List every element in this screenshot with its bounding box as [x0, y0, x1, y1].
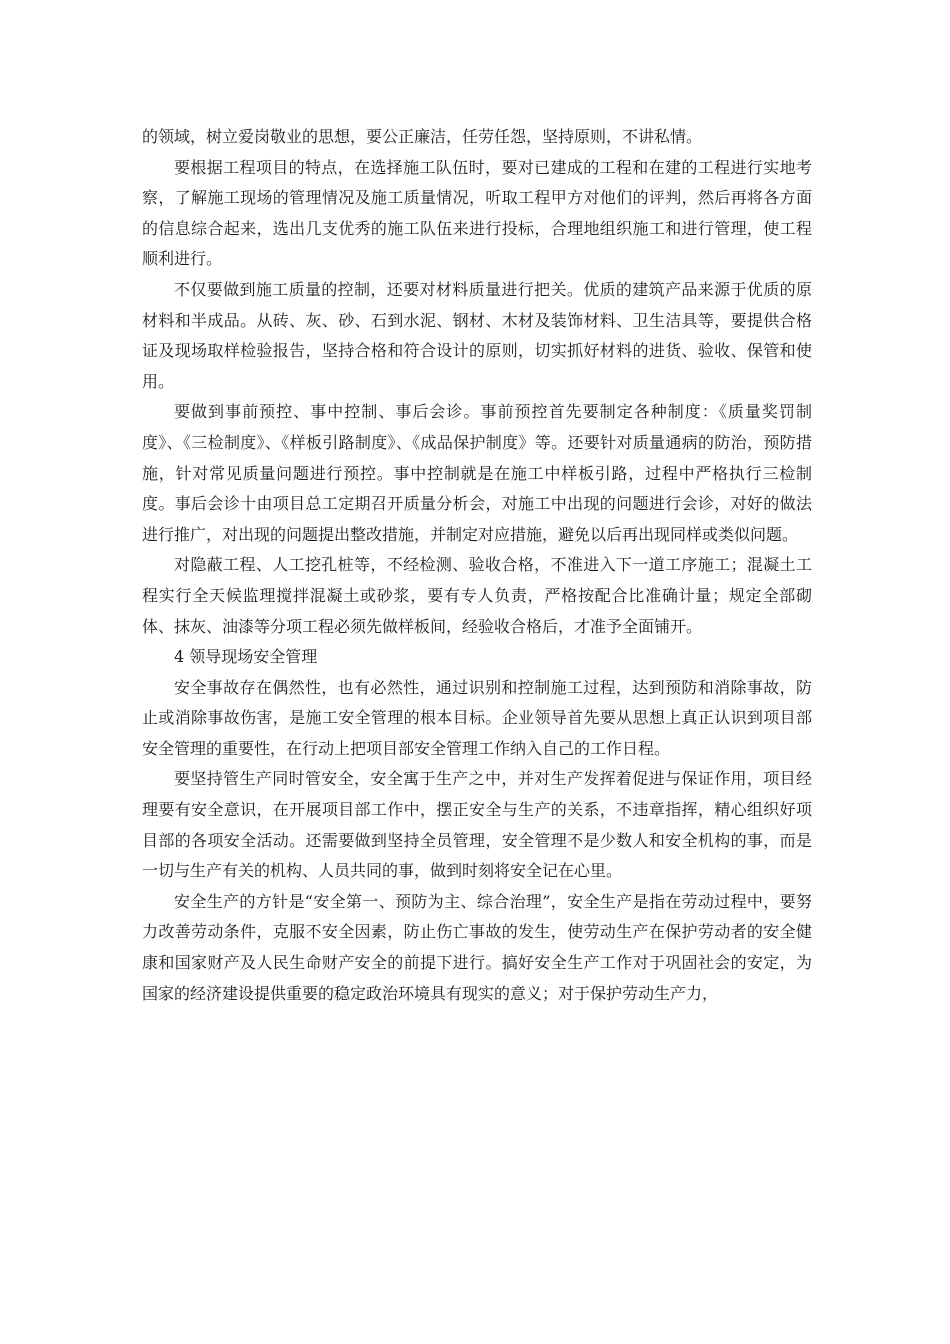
- paragraph-safety-production: 要坚持管生产同时管安全，安全寓于生产之中，并对生产发挥着促进与保证作用，项目经理要有安全意识，在开展项目部工作中，摆正安全与生产的关系，不违章指挥，精心组织好项目部的各项安全活动。还需要做到坚持全员管理，安全管理不是少数人和安全机构的事，而是一切与生产有关的机构、人员共同的事，做到时刻将安全记在心里。: [142, 769, 812, 881]
- paragraph-hidden-works: 对隐蔽工程、人工挖孔桩等，不经检测、验收合格，不准进入下一道工序施工；混凝土工程实行全天候监理搅拌混凝土或砂浆，要有专人负责，严格按配合比准确计量；规定全部砌体、抹灰、油漆等分项工程必须先做样板间，经验收合格后，才准予全面铺开。: [142, 555, 812, 636]
- paragraph-team-selection: 要根据工程项目的特点，在选择施工队伍时，要对已建成的工程和在建的工程进行实地考察，了解施工现场的管理情况及施工质量情况，听取工程甲方对他们的评判，然后再将各方面的信息综合起来，选出几支优秀的施工队伍来进行投标，合理地组织施工和进行管理，使工程顺利进行。: [142, 157, 812, 269]
- section-heading: 4 领导现场安全管理: [174, 647, 318, 667]
- paragraph-quality-control: 要做到事前预控、事中控制、事后会诊。事前预控首先要制定各种制度：《质量奖罚制度》、《三检制度》、《样板引路制度》、《成品保护制度》等。还要针对质量通病的防治，预防措施，针对常见质量问题进行预控。事中控制就是在施工中样板引路，过程中严格执行三检制度。事后会诊十由项目总工定期召开质量分析会，对施工中出现的问题进行会诊，对好的做法进行推广，对出现的问题提出整改措施，并制定对应措施，避免以后再出现同样或类似问题。: [142, 402, 812, 544]
- paragraph-safety-policy: 安全生产的方针是“安全第一、预防为主、综合治理”，安全生产是指在劳动过程中，要努力改善劳动条件，克服不安全因素，防止伤亡事故的发生，使劳动生产在保护劳动者的安全健康和国家财产及人民生命财产安全的前提下进行。搞好安全生产工作对于巩固社会的安定，为国家的经济建设提供重要的稳定政治环境具有现实的意义；对于保护劳动生产力，: [142, 891, 812, 1003]
- document-body: [142, 122, 812, 1009]
- paragraph-continuation: 的领域，树立爱岗敬业的思想，要公正廉洁，任劳任怨，坚持原则，不讲私情。: [142, 127, 703, 146]
- paragraph-material-quality: 不仅要做到施工质量的控制，还要对材料质量进行把关。优质的建筑产品来源于优质的原材料和半成品。从砖、灰、砂、石到水泥、钢材、木材及装饰材料、卫生洁具等，要提供合格证及现场取样检验报告，坚持合格和符合设计的原则，切实抓好材料的进货、验收、保管和使用。: [142, 279, 812, 391]
- paragraph-safety-accidents: 安全事故存在偶然性，也有必然性，通过识别和控制施工过程，达到预防和消除事故，防止或消除事故伤害，是施工安全管理的根本目标。企业领导首先要从思想上真正认识到项目部安全管理的重要性，在行动上把项目部安全管理工作纳入自己的工作日程。: [142, 677, 812, 758]
